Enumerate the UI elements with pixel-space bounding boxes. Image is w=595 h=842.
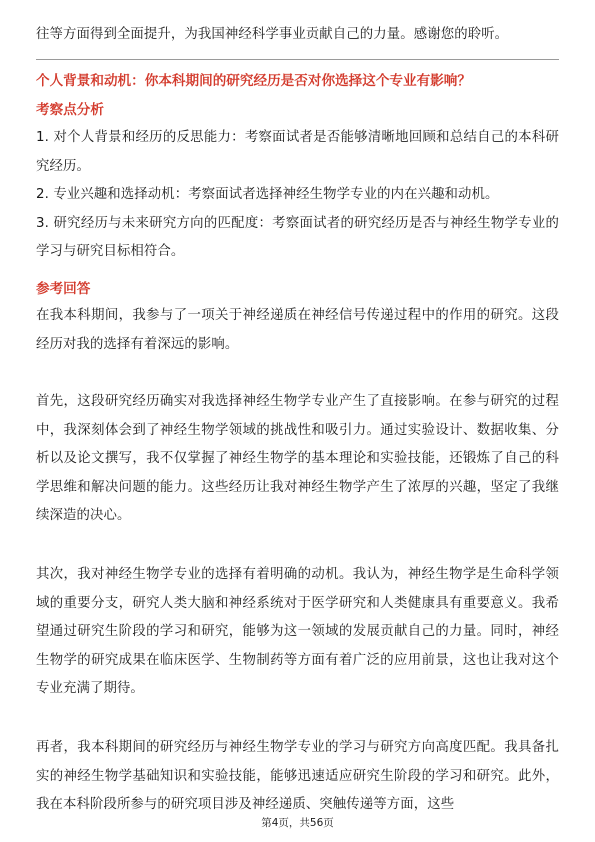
answer-paragraph-3: 其次，我对神经生物学专业的选择有着明确的动机。我认为，神经生物学是生命科学领域的重要分支，研究人类大脑和神经系统对于医学研究和人类健康具有重要意义。我希望通过研究生阶段的学习和研究，能够为这一领域的发展贡献自己的力量。同时，神经生物学的研究成果在临床医学、生物制药等方面有着广泛的应用前景，这也让我对这个专业充满了期待。 <box>36 567 559 697</box>
analysis-item-3: 3. 研究经历与未来研究方向的匹配度：考察面试者的研究经历是否与神经生物学专业的学习与研究目标相符合。 <box>36 215 559 260</box>
page-footer: 第4页，共56页 <box>261 817 334 829</box>
question-title: 个人背景和动机：你本科期间的研究经历是否对你选择这个专业有影响？ <box>36 73 471 89</box>
analysis-heading: 考察点分析 <box>36 102 104 118</box>
analysis-list <box>36 124 559 267</box>
answer-paragraph-1: 在我本科期间，我参与了一项关于神经递质在神经信号传递过程中的作用的研究。这段经历对我的选择有着深远的影响。 <box>36 308 559 352</box>
section-divider <box>36 59 559 60</box>
answer-paragraph-2: 首先，这段研究经历确实对我选择神经生物学专业产生了直接影响。在参与研究的过程中，我深刻体会到了神经生物学领域的挑战性和吸引力。通过实验设计、数据收集、分析以及论文撰写，我不仅掌握了神经生物学的基本理论和实验技能，还锻炼了自己的科学思维和解决问题的能力。这些经历让我对神经生物学产生了浓厚的兴趣，坚定了我继续深造的决心。 <box>36 394 559 524</box>
analysis-item-1: 1. 对个人背景和经历的反思能力：考察面试者是否能够清晰地回顾和总结自己的本科研究经历。 <box>36 130 559 174</box>
analysis-item-2: 2. 专业兴趣和选择动机：考察面试者选择神经生物学专业的内在兴趣和动机。 <box>36 187 499 203</box>
answer-heading: 参考回答 <box>36 281 91 297</box>
answer-paragraph-4: 再者，我本科期间的研究经历与神经生物学专业的学习与研究方向高度匹配。我具备扎实的神经生物学基础知识和实验技能，能够迅速适应研究生阶段的学习和研究。此外，我在本科阶段所参与的研究项目涉及神经递质、突触传递等方面，这些 <box>36 740 559 813</box>
intro-paragraph: 往等方面得到全面提升，为我国神经科学事业贡献自己的力量。感谢您的聆听。 <box>36 27 509 42</box>
